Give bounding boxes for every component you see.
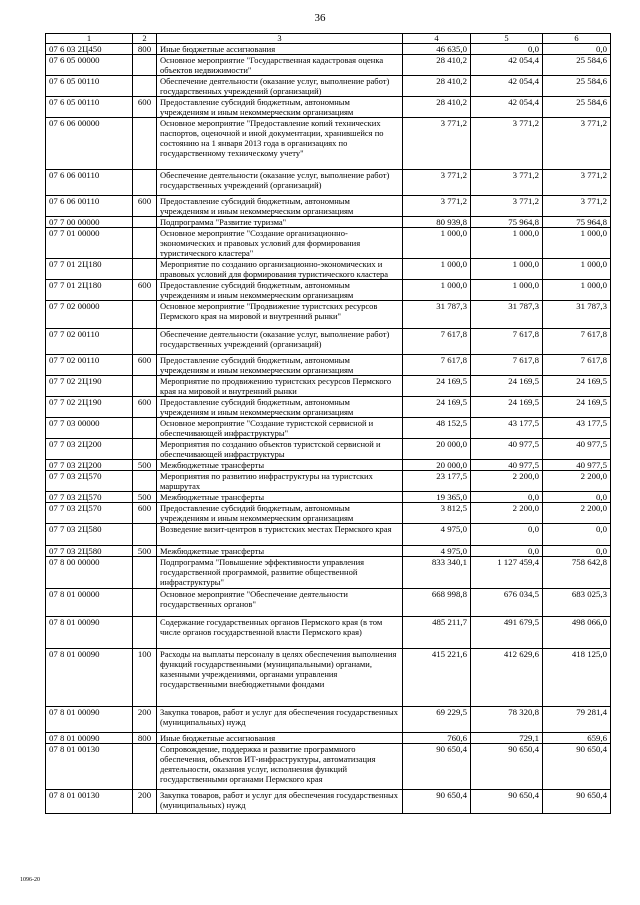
budget-code-cell: 07 7 03 2Ц580 bbox=[46, 546, 133, 557]
budget-code-cell: 07 7 02 2Ц190 bbox=[46, 376, 133, 397]
description-cell: Предоставление субсидий бюджетным, автономным учреждениям и иным некоммерческим организациям bbox=[157, 280, 403, 301]
amount-col5-cell: 24 169,5 bbox=[471, 376, 543, 397]
table-row bbox=[46, 97, 611, 118]
table-row bbox=[46, 376, 611, 397]
table-row bbox=[46, 397, 611, 418]
description-cell: Мероприятие по продвижению туристских ресурсов Пермского края на мировой и внутренний рынки bbox=[157, 376, 403, 397]
table-row bbox=[46, 439, 611, 460]
amount-col5-cell: 90 650,4 bbox=[471, 790, 543, 814]
description-cell: Иные бюджетные ассигнования bbox=[157, 733, 403, 744]
budget-code-cell: 07 7 00 00000 bbox=[46, 217, 133, 228]
column-header: 3 bbox=[157, 34, 403, 44]
budget-code-cell: 07 8 01 00130 bbox=[46, 744, 133, 790]
description-cell: Иные бюджетные ассигнования bbox=[157, 44, 403, 55]
description-cell: Основное мероприятие "Создание организационно-экономических и правовых условий для формирования туристического кластера" bbox=[157, 228, 403, 259]
budget-code-cell: 07 6 05 00110 bbox=[46, 76, 133, 97]
expense-type-cell bbox=[133, 217, 157, 228]
description-cell: Закупка товаров, работ и услуг для обеспечения государственных (муниципальных) нужд bbox=[157, 790, 403, 814]
budget-code-cell: 07 6 03 2Ц450 bbox=[46, 44, 133, 55]
amount-col6-cell: 498 066,0 bbox=[543, 617, 611, 649]
expense-type-cell bbox=[133, 557, 157, 589]
expense-type-cell: 800 bbox=[133, 44, 157, 55]
budget-table bbox=[45, 33, 611, 814]
table-row bbox=[46, 418, 611, 439]
amount-col4-cell: 4 975,0 bbox=[403, 546, 471, 557]
amount-col5-cell: 90 650,4 bbox=[471, 744, 543, 790]
amount-col4-cell: 485 211,7 bbox=[403, 617, 471, 649]
description-cell: Содержание государственных органов Пермского края (в том числе органов государственной власти Пермского края) bbox=[157, 617, 403, 649]
budget-code-cell: 07 8 01 00090 bbox=[46, 617, 133, 649]
table-row bbox=[46, 790, 611, 814]
table-row bbox=[46, 228, 611, 259]
column-header: 4 bbox=[403, 34, 471, 44]
amount-col4-cell: 28 410,2 bbox=[403, 76, 471, 97]
amount-col5-cell: 412 629,6 bbox=[471, 649, 543, 707]
description-cell: Подпрограмма "Повышение эффективности управления государственной программой, развитие общественной инфраструктуры" bbox=[157, 557, 403, 589]
table-row bbox=[46, 44, 611, 55]
amount-col5-cell: 676 034,5 bbox=[471, 589, 543, 617]
expense-type-cell: 200 bbox=[133, 790, 157, 814]
budget-code-cell: 07 7 03 2Ц570 bbox=[46, 471, 133, 492]
amount-col6-cell: 1 000,0 bbox=[543, 280, 611, 301]
table-row bbox=[46, 170, 611, 196]
amount-col6-cell: 40 977,5 bbox=[543, 460, 611, 471]
amount-col6-cell: 25 584,6 bbox=[543, 76, 611, 97]
description-cell: Межбюджетные трансферты bbox=[157, 460, 403, 471]
description-cell: Предоставление субсидий бюджетным, автономным учреждениям и иным некоммерческим организациям bbox=[157, 503, 403, 524]
table-row bbox=[46, 76, 611, 97]
amount-col4-cell: 833 340,1 bbox=[403, 557, 471, 589]
amount-col5-cell: 75 964,8 bbox=[471, 217, 543, 228]
amount-col5-cell: 3 771,2 bbox=[471, 118, 543, 170]
amount-col6-cell: 2 200,0 bbox=[543, 503, 611, 524]
expense-type-cell bbox=[133, 301, 157, 329]
expense-type-cell bbox=[133, 118, 157, 170]
budget-code-cell: 07 7 01 2Ц180 bbox=[46, 280, 133, 301]
amount-col6-cell: 75 964,8 bbox=[543, 217, 611, 228]
amount-col6-cell: 2 200,0 bbox=[543, 471, 611, 492]
amount-col4-cell: 3 812,5 bbox=[403, 503, 471, 524]
amount-col5-cell: 3 771,2 bbox=[471, 170, 543, 196]
expense-type-cell bbox=[133, 228, 157, 259]
amount-col6-cell: 43 177,5 bbox=[543, 418, 611, 439]
amount-col5-cell: 3 771,2 bbox=[471, 196, 543, 217]
table-row bbox=[46, 259, 611, 280]
expense-type-cell: 600 bbox=[133, 280, 157, 301]
expense-type-cell bbox=[133, 589, 157, 617]
amount-col5-cell: 0,0 bbox=[471, 524, 543, 546]
amount-col5-cell: 40 977,5 bbox=[471, 460, 543, 471]
description-cell: Основное мероприятие "Государственная кадастровая оценка объектов недвижимости" bbox=[157, 55, 403, 76]
description-cell: Закупка товаров, работ и услуг для обеспечения государственных (муниципальных) нужд bbox=[157, 707, 403, 733]
amount-col4-cell: 3 771,2 bbox=[403, 118, 471, 170]
amount-col6-cell: 0,0 bbox=[543, 492, 611, 503]
column-header: 5 bbox=[471, 34, 543, 44]
expense-type-cell bbox=[133, 329, 157, 355]
amount-col4-cell: 415 221,6 bbox=[403, 649, 471, 707]
amount-col5-cell: 491 679,5 bbox=[471, 617, 543, 649]
table-row bbox=[46, 492, 611, 503]
description-cell: Расходы на выплаты персоналу в целях обеспечения выполнения функций государственными (муниципальными) органами, казенными учреждениями, органами управления государственными внебюджетными фондами bbox=[157, 649, 403, 707]
description-cell: Мероприятие по созданию организационно-экономических и правовых условий для формирования туристического кластера bbox=[157, 259, 403, 280]
budget-code-cell: 07 7 03 2Ц570 bbox=[46, 492, 133, 503]
table-row bbox=[46, 329, 611, 355]
amount-col6-cell: 1 000,0 bbox=[543, 259, 611, 280]
amount-col4-cell: 3 771,2 bbox=[403, 196, 471, 217]
expense-type-cell: 600 bbox=[133, 196, 157, 217]
amount-col5-cell: 40 977,5 bbox=[471, 439, 543, 460]
amount-col4-cell: 20 000,0 bbox=[403, 460, 471, 471]
description-cell: Предоставление субсидий бюджетным, автономным учреждениям и иным некоммерческим организациям bbox=[157, 397, 403, 418]
amount-col6-cell: 659,6 bbox=[543, 733, 611, 744]
budget-code-cell: 07 6 05 00000 bbox=[46, 55, 133, 76]
amount-col4-cell: 7 617,8 bbox=[403, 329, 471, 355]
expense-type-cell: 600 bbox=[133, 97, 157, 118]
amount-col4-cell: 760,6 bbox=[403, 733, 471, 744]
budget-code-cell: 07 7 02 00110 bbox=[46, 355, 133, 376]
amount-col5-cell: 0,0 bbox=[471, 492, 543, 503]
description-cell: Мероприятия по созданию объектов туристской сервисной и обеспечивающей инфраструктуры bbox=[157, 439, 403, 460]
budget-code-cell: 07 8 01 00090 bbox=[46, 707, 133, 733]
amount-col5-cell: 42 054,4 bbox=[471, 55, 543, 76]
amount-col4-cell: 28 410,2 bbox=[403, 97, 471, 118]
amount-col6-cell: 683 025,3 bbox=[543, 589, 611, 617]
table-row bbox=[46, 471, 611, 492]
expense-type-cell bbox=[133, 55, 157, 76]
expense-type-cell bbox=[133, 170, 157, 196]
amount-col5-cell: 0,0 bbox=[471, 546, 543, 557]
table-row bbox=[46, 118, 611, 170]
amount-col6-cell: 0,0 bbox=[543, 546, 611, 557]
amount-col4-cell: 69 229,5 bbox=[403, 707, 471, 733]
expense-type-cell: 500 bbox=[133, 492, 157, 503]
expense-type-cell: 600 bbox=[133, 397, 157, 418]
amount-col6-cell: 90 650,4 bbox=[543, 790, 611, 814]
budget-code-cell: 07 8 01 00000 bbox=[46, 589, 133, 617]
amount-col5-cell: 0,0 bbox=[471, 44, 543, 55]
description-cell: Основное мероприятие "Предоставление копий технических паспортов, оценочной и иной документации, хранившейся по состоянию на 1 января 2013 года в организациях по государственному техническому учету" bbox=[157, 118, 403, 170]
table-row bbox=[46, 301, 611, 329]
amount-col4-cell: 668 998,8 bbox=[403, 589, 471, 617]
amount-col4-cell: 1 000,0 bbox=[403, 228, 471, 259]
amount-col6-cell: 0,0 bbox=[543, 524, 611, 546]
budget-code-cell: 07 6 05 00110 bbox=[46, 97, 133, 118]
table-row bbox=[46, 744, 611, 790]
budget-code-cell: 07 7 01 00000 bbox=[46, 228, 133, 259]
amount-col6-cell: 418 125,0 bbox=[543, 649, 611, 707]
description-cell: Предоставление субсидий бюджетным, автономным учреждениям и иным некоммерческим организациям bbox=[157, 97, 403, 118]
expense-type-cell: 100 bbox=[133, 649, 157, 707]
amount-col6-cell: 7 617,8 bbox=[543, 329, 611, 355]
table-header-row bbox=[46, 34, 611, 44]
budget-code-cell: 07 7 03 2Ц570 bbox=[46, 503, 133, 524]
table-row bbox=[46, 196, 611, 217]
description-cell: Обеспечение деятельности (оказание услуг, выполнение работ) государственных учреждений (организаций) bbox=[157, 329, 403, 355]
amount-col4-cell: 24 169,5 bbox=[403, 397, 471, 418]
amount-col5-cell: 78 320,8 bbox=[471, 707, 543, 733]
budget-code-cell: 07 7 03 2Ц200 bbox=[46, 439, 133, 460]
expense-type-cell: 500 bbox=[133, 546, 157, 557]
table-row bbox=[46, 217, 611, 228]
description-cell: Сопровождение, поддержка и развитие программного обеспечения, объектов ИТ-инфраструктуры, автоматизация деятельности, оказания услуг, исполнения функций государственными органами Пермского края bbox=[157, 744, 403, 790]
column-header: 6 bbox=[543, 34, 611, 44]
amount-col5-cell: 729,1 bbox=[471, 733, 543, 744]
table-row bbox=[46, 617, 611, 649]
amount-col5-cell: 1 000,0 bbox=[471, 259, 543, 280]
amount-col6-cell: 25 584,6 bbox=[543, 97, 611, 118]
table-row bbox=[46, 503, 611, 524]
expense-type-cell: 600 bbox=[133, 355, 157, 376]
amount-col5-cell: 7 617,8 bbox=[471, 329, 543, 355]
budget-code-cell: 07 8 01 00130 bbox=[46, 790, 133, 814]
table-row bbox=[46, 589, 611, 617]
budget-code-cell: 07 7 02 2Ц190 bbox=[46, 397, 133, 418]
amount-col6-cell: 31 787,3 bbox=[543, 301, 611, 329]
budget-code-cell: 07 7 02 00000 bbox=[46, 301, 133, 329]
amount-col6-cell: 79 281,4 bbox=[543, 707, 611, 733]
amount-col6-cell: 758 642,8 bbox=[543, 557, 611, 589]
expense-type-cell: 200 bbox=[133, 707, 157, 733]
amount-col4-cell: 23 177,5 bbox=[403, 471, 471, 492]
amount-col6-cell: 0,0 bbox=[543, 44, 611, 55]
amount-col4-cell: 3 771,2 bbox=[403, 170, 471, 196]
expense-type-cell bbox=[133, 471, 157, 492]
budget-code-cell: 07 7 02 00110 bbox=[46, 329, 133, 355]
expense-type-cell bbox=[133, 376, 157, 397]
amount-col4-cell: 90 650,4 bbox=[403, 790, 471, 814]
description-cell: Предоставление субсидий бюджетным, автономным учреждениям и иным некоммерческим организациям bbox=[157, 355, 403, 376]
expense-type-cell bbox=[133, 439, 157, 460]
table-row bbox=[46, 55, 611, 76]
amount-col4-cell: 1 000,0 bbox=[403, 259, 471, 280]
budget-code-cell: 07 8 01 00090 bbox=[46, 649, 133, 707]
amount-col6-cell: 3 771,2 bbox=[543, 170, 611, 196]
budget-code-cell: 07 6 06 00000 bbox=[46, 118, 133, 170]
amount-col6-cell: 24 169,5 bbox=[543, 376, 611, 397]
expense-type-cell: 600 bbox=[133, 503, 157, 524]
table-row bbox=[46, 733, 611, 744]
budget-code-cell: 07 7 03 00000 bbox=[46, 418, 133, 439]
page-number: 36 bbox=[314, 12, 326, 24]
amount-col4-cell: 24 169,5 bbox=[403, 376, 471, 397]
amount-col4-cell: 7 617,8 bbox=[403, 355, 471, 376]
expense-type-cell bbox=[133, 259, 157, 280]
expense-type-cell bbox=[133, 76, 157, 97]
description-cell: Обеспечение деятельности (оказание услуг, выполнение работ) государственных учреждений (организаций) bbox=[157, 76, 403, 97]
amount-col5-cell: 2 200,0 bbox=[471, 471, 543, 492]
amount-col5-cell: 24 169,5 bbox=[471, 397, 543, 418]
amount-col4-cell: 4 975,0 bbox=[403, 524, 471, 546]
description-cell: Основное мероприятие "Продвижение туристских ресурсов Пермского края на мировой и внутренний рынки" bbox=[157, 301, 403, 329]
amount-col6-cell: 3 771,2 bbox=[543, 196, 611, 217]
amount-col4-cell: 20 000,0 bbox=[403, 439, 471, 460]
table-row bbox=[46, 524, 611, 546]
budget-code-cell: 07 6 06 00110 bbox=[46, 196, 133, 217]
amount-col4-cell: 90 650,4 bbox=[403, 744, 471, 790]
amount-col6-cell: 25 584,6 bbox=[543, 55, 611, 76]
amount-col5-cell: 2 200,0 bbox=[471, 503, 543, 524]
amount-col4-cell: 19 365,0 bbox=[403, 492, 471, 503]
table-row bbox=[46, 280, 611, 301]
table-row bbox=[46, 557, 611, 589]
description-cell: Подпрограмма "Развитие туризма" bbox=[157, 217, 403, 228]
amount-col4-cell: 80 939,8 bbox=[403, 217, 471, 228]
description-cell: Возведение визит-центров в туристских местах Пермского края bbox=[157, 524, 403, 546]
expense-type-cell bbox=[133, 524, 157, 546]
amount-col4-cell: 46 635,0 bbox=[403, 44, 471, 55]
expense-type-cell: 500 bbox=[133, 460, 157, 471]
table-row bbox=[46, 649, 611, 707]
expense-type-cell bbox=[133, 617, 157, 649]
amount-col4-cell: 48 152,5 bbox=[403, 418, 471, 439]
budget-code-cell: 07 6 06 00110 bbox=[46, 170, 133, 196]
amount-col6-cell: 3 771,2 bbox=[543, 118, 611, 170]
amount-col5-cell: 1 127 459,4 bbox=[471, 557, 543, 589]
amount-col5-cell: 1 000,0 bbox=[471, 228, 543, 259]
column-header: 1 bbox=[46, 34, 133, 44]
table-row bbox=[46, 546, 611, 557]
amount-col4-cell: 31 787,3 bbox=[403, 301, 471, 329]
description-cell: Предоставление субсидий бюджетным, автономным учреждениям и иным некоммерческим организациям bbox=[157, 196, 403, 217]
description-cell: Межбюджетные трансферты bbox=[157, 492, 403, 503]
amount-col6-cell: 1 000,0 bbox=[543, 228, 611, 259]
amount-col6-cell: 40 977,5 bbox=[543, 439, 611, 460]
budget-code-cell: 07 7 01 2Ц180 bbox=[46, 259, 133, 280]
amount-col6-cell: 90 650,4 bbox=[543, 744, 611, 790]
amount-col5-cell: 42 054,4 bbox=[471, 76, 543, 97]
expense-type-cell bbox=[133, 418, 157, 439]
column-header: 2 bbox=[133, 34, 157, 44]
expense-type-cell: 800 bbox=[133, 733, 157, 744]
expense-type-cell bbox=[133, 744, 157, 790]
table-row bbox=[46, 707, 611, 733]
amount-col5-cell: 7 617,8 bbox=[471, 355, 543, 376]
footer-code: 1096-20 bbox=[20, 877, 40, 883]
description-cell: Обеспечение деятельности (оказание услуг, выполнение работ) государственных учреждений (организаций) bbox=[157, 170, 403, 196]
description-cell: Основное мероприятие "Обеспечение деятельности государственных органов" bbox=[157, 589, 403, 617]
budget-code-cell: 07 7 03 2Ц200 bbox=[46, 460, 133, 471]
amount-col5-cell: 43 177,5 bbox=[471, 418, 543, 439]
description-cell: Основное мероприятие "Создание туристской сервисной и обеспечивающей инфраструктуры" bbox=[157, 418, 403, 439]
table-row bbox=[46, 460, 611, 471]
description-cell: Межбюджетные трансферты bbox=[157, 546, 403, 557]
amount-col5-cell: 31 787,3 bbox=[471, 301, 543, 329]
amount-col5-cell: 1 000,0 bbox=[471, 280, 543, 301]
budget-code-cell: 07 8 00 00000 bbox=[46, 557, 133, 589]
description-cell: Мероприятия по развитию инфраструктуры на туристских маршрутах bbox=[157, 471, 403, 492]
amount-col5-cell: 42 054,4 bbox=[471, 97, 543, 118]
amount-col6-cell: 24 169,5 bbox=[543, 397, 611, 418]
amount-col4-cell: 28 410,2 bbox=[403, 55, 471, 76]
budget-code-cell: 07 8 01 00090 bbox=[46, 733, 133, 744]
table-row bbox=[46, 355, 611, 376]
budget-code-cell: 07 7 03 2Ц580 bbox=[46, 524, 133, 546]
amount-col6-cell: 7 617,8 bbox=[543, 355, 611, 376]
amount-col4-cell: 1 000,0 bbox=[403, 280, 471, 301]
